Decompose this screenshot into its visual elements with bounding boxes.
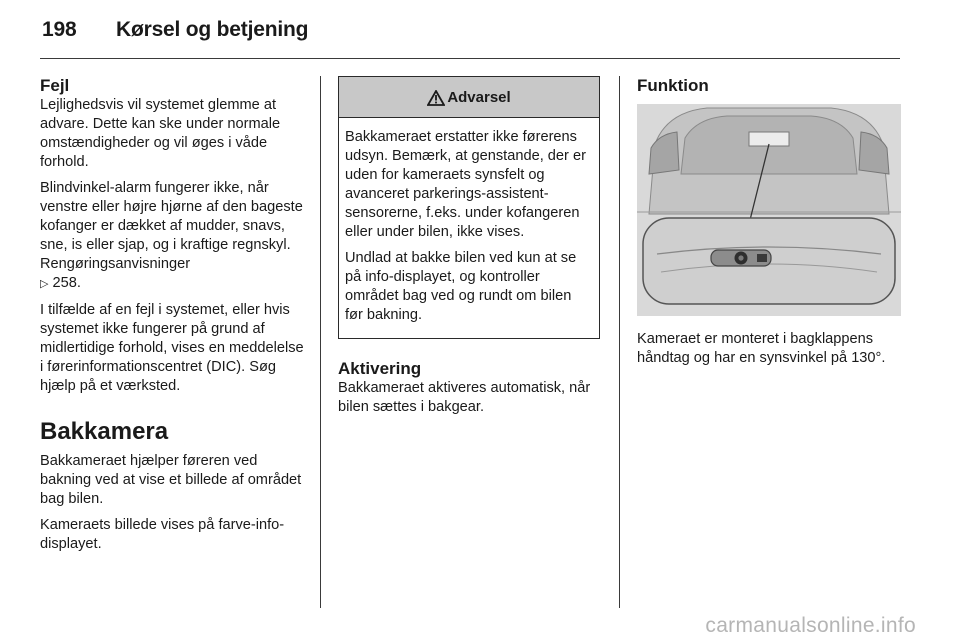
fejl-paragraph-2-text: Blindvinkel-alarm fungerer ikke, når venstre eller højre hjørne af den bageste kofanger er dækket af mudder, snavs, sne, is eller sjap, og i kraftige regnskyl. Rengøringsanvisninger [40,180,303,272]
page-number: 198 [42,18,77,41]
figure-caption: Kameraet er monteret i bagklappens håndtag og har en synsvinkel på 130°. [637,331,886,366]
bakkamera-paragraph-2: Kameraets billede vises på farve-info-displayet. [40,517,285,552]
chapter-title: Kørsel og betjening [116,18,309,41]
warning-box [338,76,600,339]
warning-title: Advarsel [447,88,511,106]
page-header [42,18,308,42]
column-middle [338,76,600,424]
funktion-heading: Funktion [637,76,709,95]
header-divider [40,58,900,59]
fejl-heading: Fejl [40,76,70,95]
warning-header [339,77,599,118]
bakkamera-heading: Bakkamera [40,418,169,445]
column-left [40,76,304,561]
page-reference-number: 258. [52,275,81,291]
aktivering-paragraph: Bakkameraet aktiveres automatisk, når bilen sættes i bakgear. [338,380,591,415]
fejl-paragraph-3: I tilfælde af en fejl i systemet, eller hvis systemet ikke fungerer på grund af midlertidige forhold, vises en meddelelse i førerinformationscentret (DIC). Søg hjælp på et værksted. [40,302,304,394]
rear-camera-illustration [637,104,901,316]
page-reference-arrow-icon: ▷ [40,278,49,290]
fejl-paragraph-1: Lejlighedsvis vil systemet glemme at advare. Dette kan ske under normale omstændigheder og vil øges i våde forhold. [40,97,281,170]
warning-paragraph-1: Bakkameraet erstatter ikke førerens udsyn. Bemærk, at genstande, der er uden for kameraets synsfelt og avanceret parkerings-assistent-sensorerne, f.eks. under kofangeren eller under bilen, ikke vises. [345,129,586,240]
column-divider-2 [619,76,620,608]
bakkamera-paragraph-1: Bakkameraet hjælper føreren ved bakning ved at vise et billede af området bag bilen. [40,453,302,507]
fejl-paragraph-2 [40,179,304,294]
column-right [637,76,901,375]
warning-triangle-icon [427,90,445,106]
warning-body [339,118,599,338]
column-divider-1 [320,76,321,608]
aktivering-heading: Aktivering [338,359,422,378]
watermark: carmanualsonline.info [705,614,916,637]
page-reference-link[interactable] [40,275,81,291]
warning-paragraph-2: Undlad at bakke bilen ved kun at se på info-displayet, og kontroller området bag ved og rundt om bilen før bakning. [345,250,577,323]
